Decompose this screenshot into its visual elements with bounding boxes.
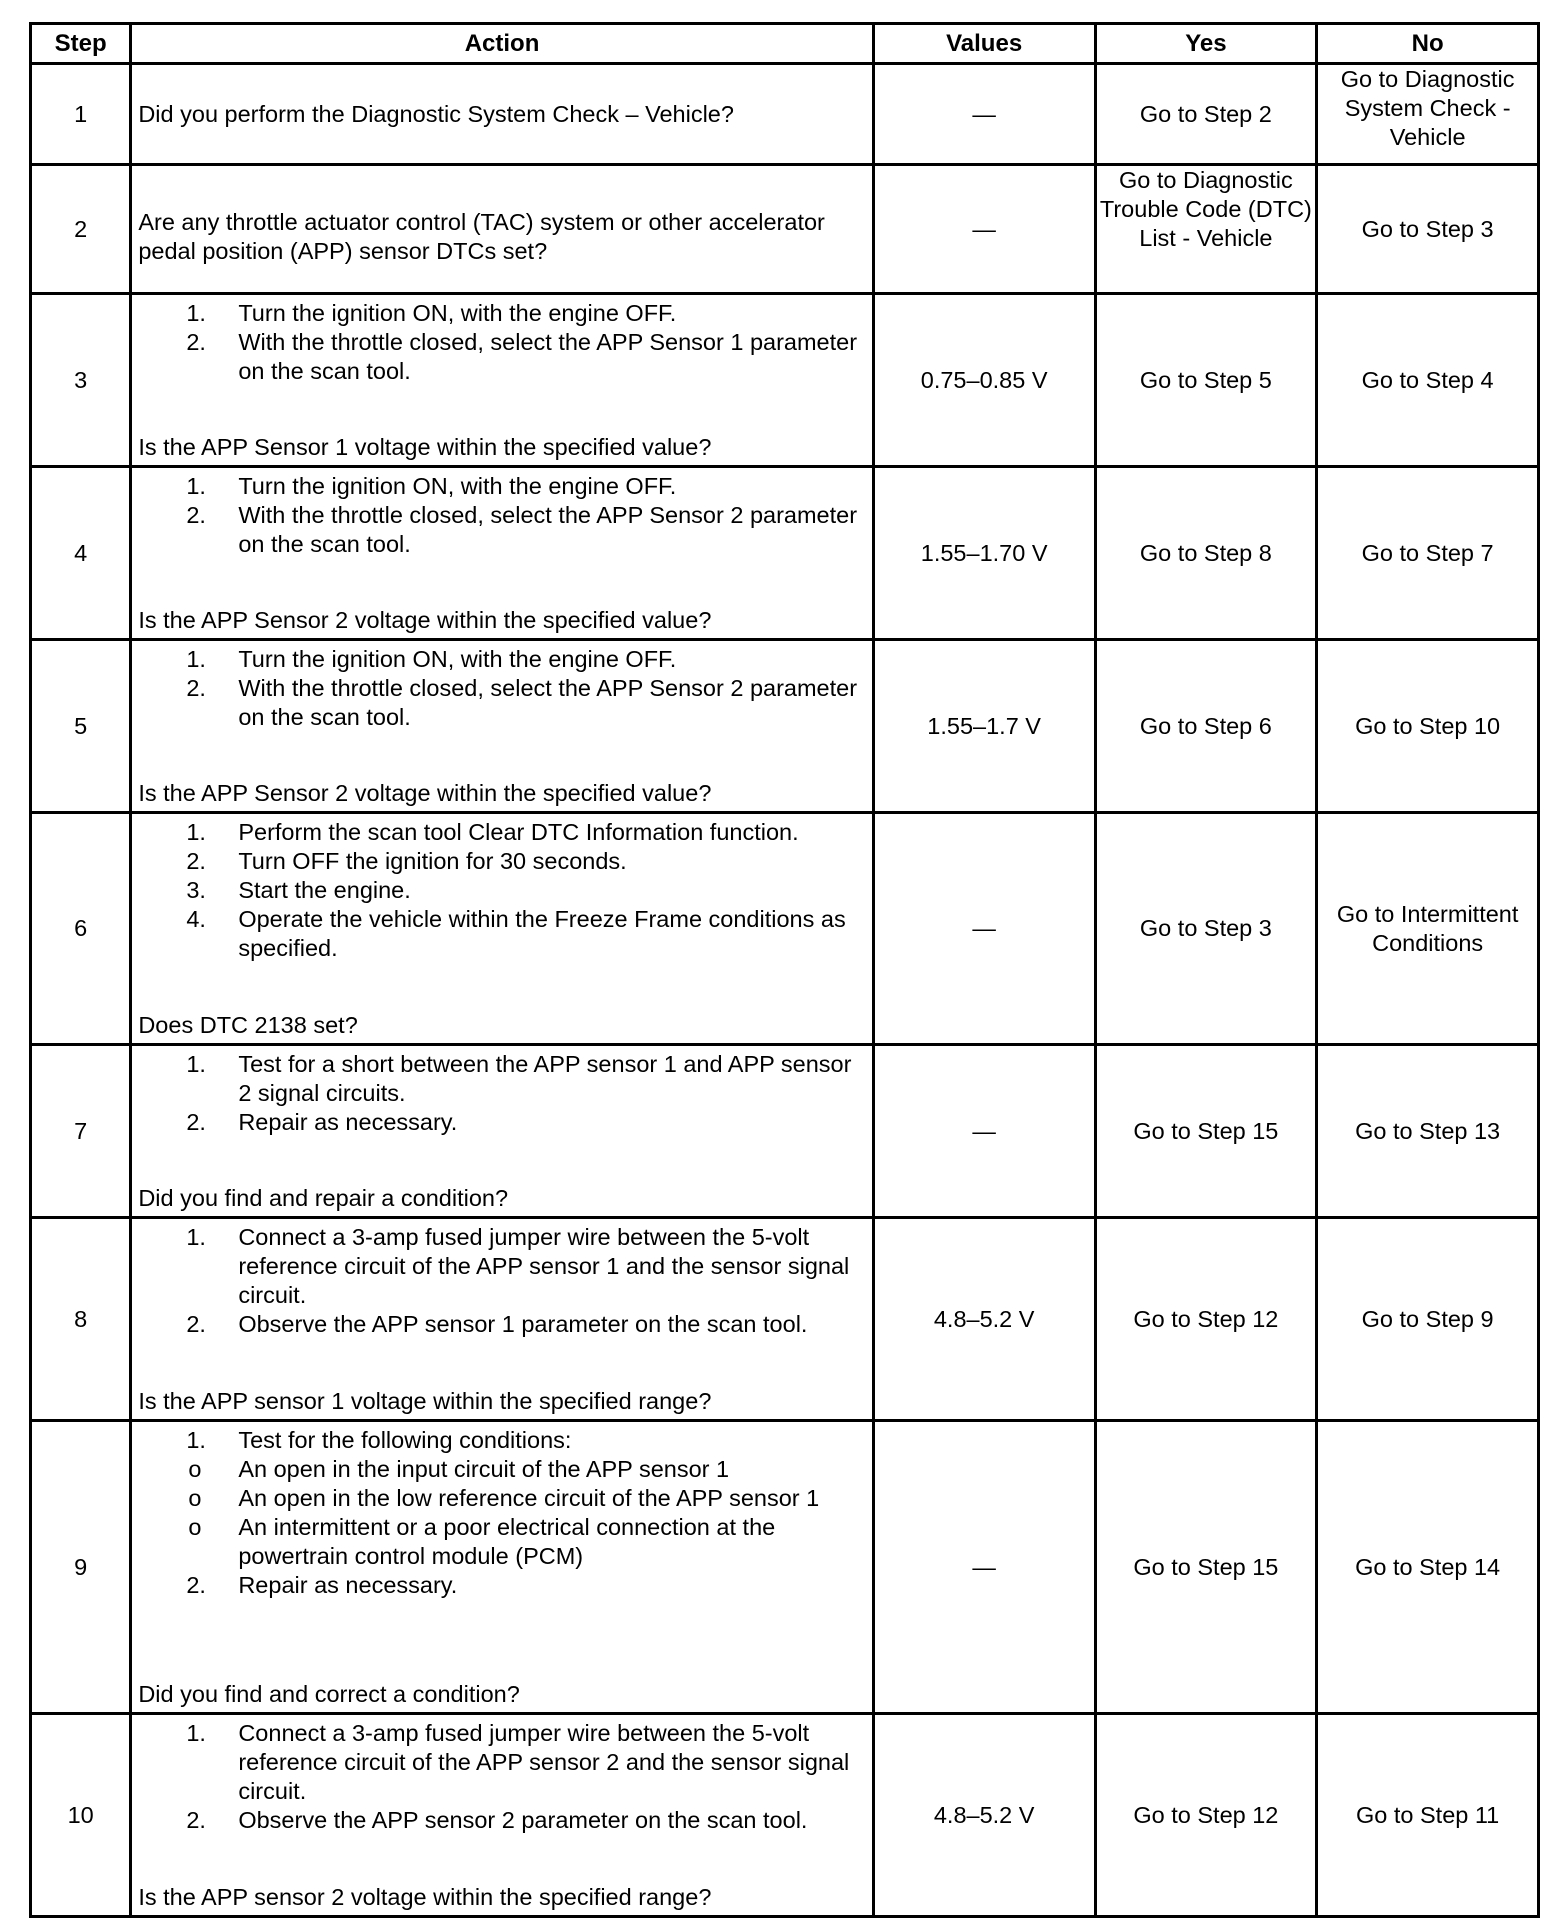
action-question: Did you find and repair a condition? — [138, 1185, 509, 1211]
table-row — [31, 64, 1539, 165]
table-row — [31, 1714, 1539, 1917]
value-cell: 1.55–1.7 V — [873, 640, 1095, 813]
header-row — [31, 24, 1539, 64]
no-cell: Go to Step 10 — [1317, 640, 1539, 813]
list-item: 2. Repair as necessary. — [186, 1109, 458, 1135]
action-steps — [138, 1426, 865, 1600]
list-item: 1. Turn the ignition ON, with the engine OFF. — [186, 646, 677, 672]
step-number: 4 — [31, 467, 131, 640]
action-question: Is the APP sensor 2 voltage within the specified range? — [138, 1884, 712, 1910]
list-item: 2. Repair as necessary. — [186, 1572, 458, 1598]
value-cell: — — [873, 1421, 1095, 1714]
step-number: 5 — [31, 640, 131, 813]
no-cell: Go to Step 4 — [1317, 294, 1539, 467]
no-cell: Go to Diagnostic System Check - Vehicle — [1317, 64, 1539, 165]
list-item: 1. Turn the ignition ON, with the engine OFF. — [186, 300, 677, 326]
value-cell: — — [873, 1045, 1095, 1218]
step-number: 9 — [31, 1421, 131, 1714]
action-cell — [131, 64, 873, 165]
list-item: 2. With the throttle closed, select the APP Sensor 2 parameter on the scan tool. — [186, 675, 858, 730]
yes-cell: Go to Step 8 — [1095, 467, 1317, 640]
yes-cell: Go to Step 2 — [1095, 64, 1317, 165]
no-cell: Go to Step 7 — [1317, 467, 1539, 640]
list-item: 2. With the throttle closed, select the APP Sensor 2 parameter on the scan tool. — [186, 502, 858, 557]
no-cell: Go to Intermittent Conditions — [1317, 813, 1539, 1045]
no-cell: Go to Step 13 — [1317, 1045, 1539, 1218]
table-row — [31, 1045, 1539, 1218]
list-item: 1. Turn the ignition ON, with the engine OFF. — [186, 473, 677, 499]
action-question: Did you find and correct a condition? — [138, 1681, 520, 1707]
action-steps — [138, 1719, 865, 1835]
step-number: 10 — [31, 1714, 131, 1917]
header-values: Values — [873, 24, 1095, 64]
step-number: 1 — [31, 64, 131, 165]
value-cell: — — [873, 813, 1095, 1045]
table-row — [31, 1218, 1539, 1421]
action-question: Does DTC 2138 set? — [138, 1012, 358, 1038]
action-cell — [131, 165, 873, 294]
action-cell — [131, 1218, 873, 1421]
sub-list-item: o An intermittent or a poor electrical connection at the powertrain control module (PCM) — [188, 1514, 776, 1569]
action-cell — [131, 294, 873, 467]
value-cell: 1.55–1.70 V — [873, 467, 1095, 640]
yes-cell: Go to Step 5 — [1095, 294, 1317, 467]
action-question: Did you perform the Diagnostic System Check – Vehicle? — [138, 101, 734, 127]
list-item: 1. Test for a short between the APP sensor 1 and APP sensor 2 signal circuits. — [186, 1051, 852, 1106]
header-step: Step — [31, 24, 131, 64]
value-cell: 4.8–5.2 V — [873, 1218, 1095, 1421]
step-number: 3 — [31, 294, 131, 467]
action-question: Is the APP sensor 1 voltage within the specified range? — [138, 1388, 712, 1414]
action-cell — [131, 467, 873, 640]
list-item: 2. Turn OFF the ignition for 30 seconds. — [186, 848, 627, 874]
yes-cell: Go to Step 12 — [1095, 1218, 1317, 1421]
list-item: 2. With the throttle closed, select the APP Sensor 1 parameter on the scan tool. — [186, 329, 858, 384]
list-item: 1. Perform the scan tool Clear DTC Information function. — [186, 819, 799, 845]
table-row — [31, 294, 1539, 467]
action-steps — [138, 472, 865, 559]
action-cell — [131, 1714, 873, 1917]
yes-cell: Go to Step 12 — [1095, 1714, 1317, 1917]
yes-cell: Go to Diagnostic Trouble Code (DTC) List - Vehicle — [1095, 165, 1317, 294]
no-cell: Go to Step 9 — [1317, 1218, 1539, 1421]
step-number: 6 — [31, 813, 131, 1045]
action-steps — [138, 1050, 865, 1137]
header-action: Action — [131, 24, 873, 64]
list-item: 2. Observe the APP sensor 1 parameter on the scan tool. — [186, 1311, 808, 1337]
step-number: 8 — [31, 1218, 131, 1421]
step-number: 7 — [31, 1045, 131, 1218]
yes-cell: Go to Step 6 — [1095, 640, 1317, 813]
action-question: Is the APP Sensor 2 voltage within the specified value? — [138, 780, 712, 806]
sub-list-item: o An open in the low reference circuit of the APP sensor 1 — [188, 1485, 820, 1511]
value-cell: — — [873, 165, 1095, 294]
action-cell — [131, 640, 873, 813]
list-item: 1. Connect a 3-amp fused jumper wire between the 5-volt reference circuit of the APP sensor 2 and the sensor signal circuit. — [186, 1720, 850, 1804]
action-steps — [138, 1223, 865, 1339]
no-cell: Go to Step 11 — [1317, 1714, 1539, 1917]
action-steps — [138, 818, 865, 963]
table-row — [31, 1421, 1539, 1714]
yes-cell: Go to Step 3 — [1095, 813, 1317, 1045]
list-item: 3. Start the engine. — [186, 877, 411, 903]
list-item: 1. Test for the following conditions: o An open in the input circuit of the APP sensor 1 o An open in the low reference circuit of the APP sensor 1 o An intermittent or a poor electrical connection at the powertrain control module (PCM) — [138, 1426, 865, 1571]
list-item: 1. Connect a 3-amp fused jumper wire between the 5-volt reference circuit of the APP sensor 1 and the sensor signal circuit. — [186, 1224, 850, 1308]
action-question: Is the APP Sensor 1 voltage within the specified value? — [138, 434, 712, 460]
sub-list-item: o An open in the input circuit of the APP sensor 1 — [188, 1456, 730, 1482]
list-item: 2. Observe the APP sensor 2 parameter on the scan tool. — [186, 1807, 808, 1833]
sub-list — [138, 1455, 865, 1571]
value-cell: — — [873, 64, 1095, 165]
header-no: No — [1317, 24, 1539, 64]
value-cell: 0.75–0.85 V — [873, 294, 1095, 467]
action-question: Are any throttle actuator control (TAC) system or other accelerator pedal position (APP) sensor DTCs set? — [138, 208, 825, 264]
yes-cell: Go to Step 15 — [1095, 1045, 1317, 1218]
table-row — [31, 640, 1539, 813]
yes-cell: Go to Step 15 — [1095, 1421, 1317, 1714]
action-question: Is the APP Sensor 2 voltage within the specified value? — [138, 607, 712, 633]
table-row — [31, 467, 1539, 640]
step-number: 2 — [31, 165, 131, 294]
list-item: 4. Operate the vehicle within the Freeze Frame conditions as specified. — [186, 906, 846, 961]
table-row — [31, 165, 1539, 294]
no-cell: Go to Step 3 — [1317, 165, 1539, 294]
header-yes: Yes — [1095, 24, 1317, 64]
action-cell — [131, 813, 873, 1045]
no-cell: Go to Step 14 — [1317, 1421, 1539, 1714]
action-steps — [138, 645, 865, 732]
table-row — [31, 813, 1539, 1045]
action-cell — [131, 1421, 873, 1714]
diagnostic-table — [29, 22, 1540, 1918]
value-cell: 4.8–5.2 V — [873, 1714, 1095, 1917]
action-cell — [131, 1045, 873, 1218]
action-steps — [138, 299, 865, 386]
